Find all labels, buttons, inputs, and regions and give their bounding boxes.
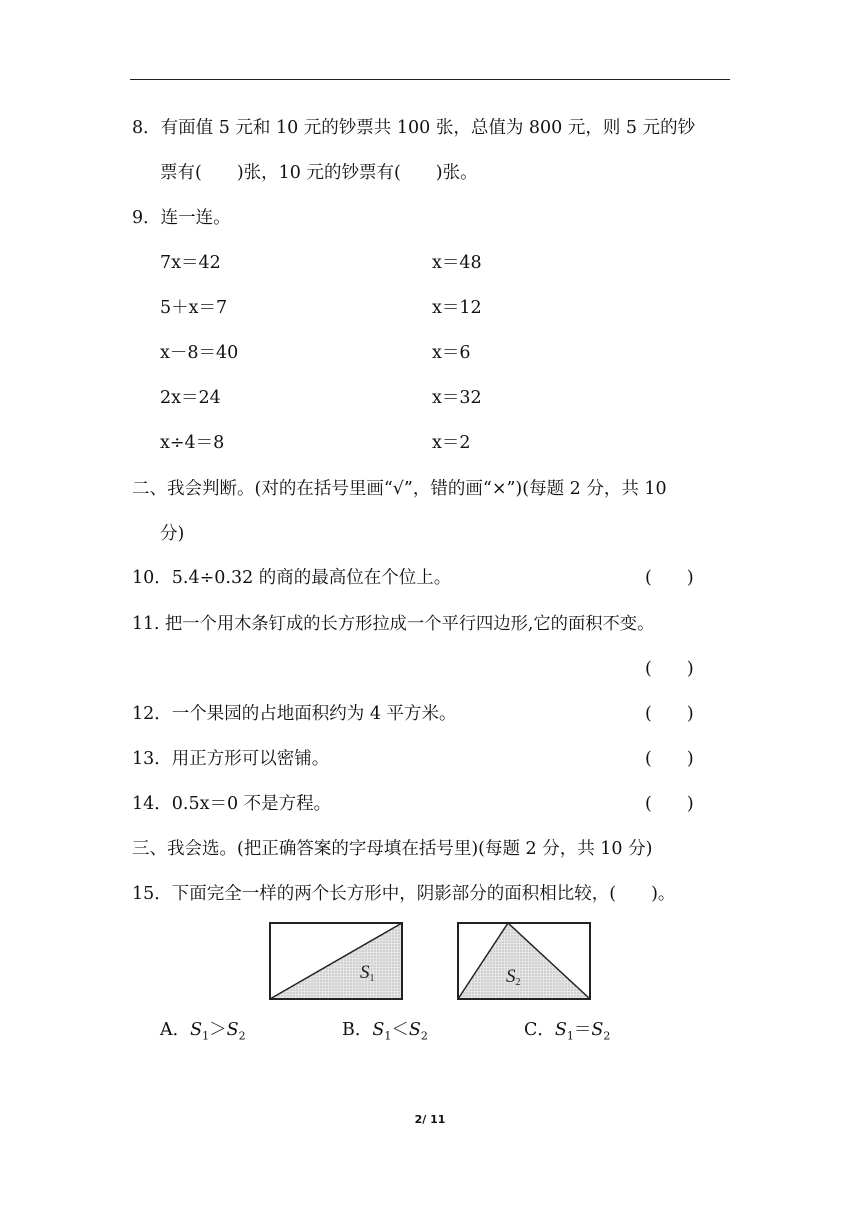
judge-question: 14．0.5x＝0 不是方程。 xyxy=(132,794,332,814)
section2-heading-cont: 分) xyxy=(160,524,185,544)
q8-line2: 票有( )张，10 元的钞票有( )张。 xyxy=(160,163,478,183)
q9-left-eq: 5＋x＝7 xyxy=(160,298,228,318)
option-operator: ＝ xyxy=(573,1020,592,1040)
rectangle-figure-s1 xyxy=(266,920,406,1002)
q9-title: 9．连一连。 xyxy=(132,208,231,228)
option-var: S xyxy=(226,1020,239,1040)
option-b xyxy=(342,1018,428,1049)
option-sub: 2 xyxy=(238,1029,246,1043)
s1-label: S1 xyxy=(360,962,375,984)
judge-question: 12．一个果园的占地面积约为 4 平方米。 xyxy=(132,704,457,724)
section2-heading: 二、我会判断。(对的在括号里画“√”，错的画“×”)(每题 2 分，共 10 xyxy=(132,479,667,499)
option-sub: 1 xyxy=(202,1029,210,1043)
option-var: S xyxy=(554,1020,567,1040)
shaded-triangle-s2 xyxy=(458,923,590,999)
answer-parens: ( ) xyxy=(645,794,694,814)
option-sub: 1 xyxy=(384,1029,392,1043)
answer-parens: ( ) xyxy=(645,659,694,679)
option-operator: ＞ xyxy=(209,1020,227,1040)
judge-question: 10．5.4÷0.32 的商的最高位在个位上。 xyxy=(132,568,452,588)
option-letter: B． xyxy=(342,1020,373,1040)
option-letter: C． xyxy=(524,1020,555,1040)
option-a xyxy=(160,1018,246,1049)
answer-parens: ( ) xyxy=(645,749,694,769)
q9-left-eq: x－8＝40 xyxy=(160,343,239,363)
q9-right-eq: x＝2 xyxy=(432,433,471,453)
option-var: S xyxy=(408,1020,421,1040)
option-sub: 2 xyxy=(420,1029,428,1043)
page-number: 2/ 11 xyxy=(414,1113,446,1126)
option-var: S xyxy=(372,1020,385,1040)
s2-label: S2 xyxy=(506,966,521,988)
option-c xyxy=(524,1018,610,1049)
q9-right-eq: x＝32 xyxy=(432,388,482,408)
option-sub: 2 xyxy=(603,1029,611,1043)
section3-heading: 三、我会选。(把正确答案的字母填在括号里)(每题 2 分，共 10 分) xyxy=(132,839,653,859)
judge-question: 11. 把一个用木条钉成的长方形拉成一个平行四边形,它的面积不变。 xyxy=(132,614,655,634)
header-rule xyxy=(130,79,730,80)
option-var: S xyxy=(591,1020,604,1040)
q9-left-eq: x÷4＝8 xyxy=(160,433,225,453)
q9-left-eq: 2x＝24 xyxy=(160,388,221,408)
answer-parens: ( ) xyxy=(645,704,694,724)
q9-right-eq: x＝6 xyxy=(432,343,471,363)
option-sub: 1 xyxy=(566,1029,574,1043)
judge-question: 13．用正方形可以密铺。 xyxy=(132,749,330,769)
option-letter: A． xyxy=(160,1020,191,1040)
q9-left-eq: 7x＝42 xyxy=(160,253,221,273)
rectangle-figure-s2 xyxy=(454,920,594,1002)
q8-line1: 8．有面值 5 元和 10 元的钞票共 100 张，总值为 800 元，则 5 元的钞 xyxy=(132,118,696,138)
q9-right-eq: x＝12 xyxy=(432,298,482,318)
option-var: S xyxy=(190,1020,203,1040)
answer-parens: ( ) xyxy=(645,568,694,588)
q9-right-eq: x＝48 xyxy=(432,253,482,273)
q15-text: 15．下面完全一样的两个长方形中，阴影部分的面积相比较，( )。 xyxy=(132,884,676,904)
option-operator: ＜ xyxy=(391,1020,409,1040)
